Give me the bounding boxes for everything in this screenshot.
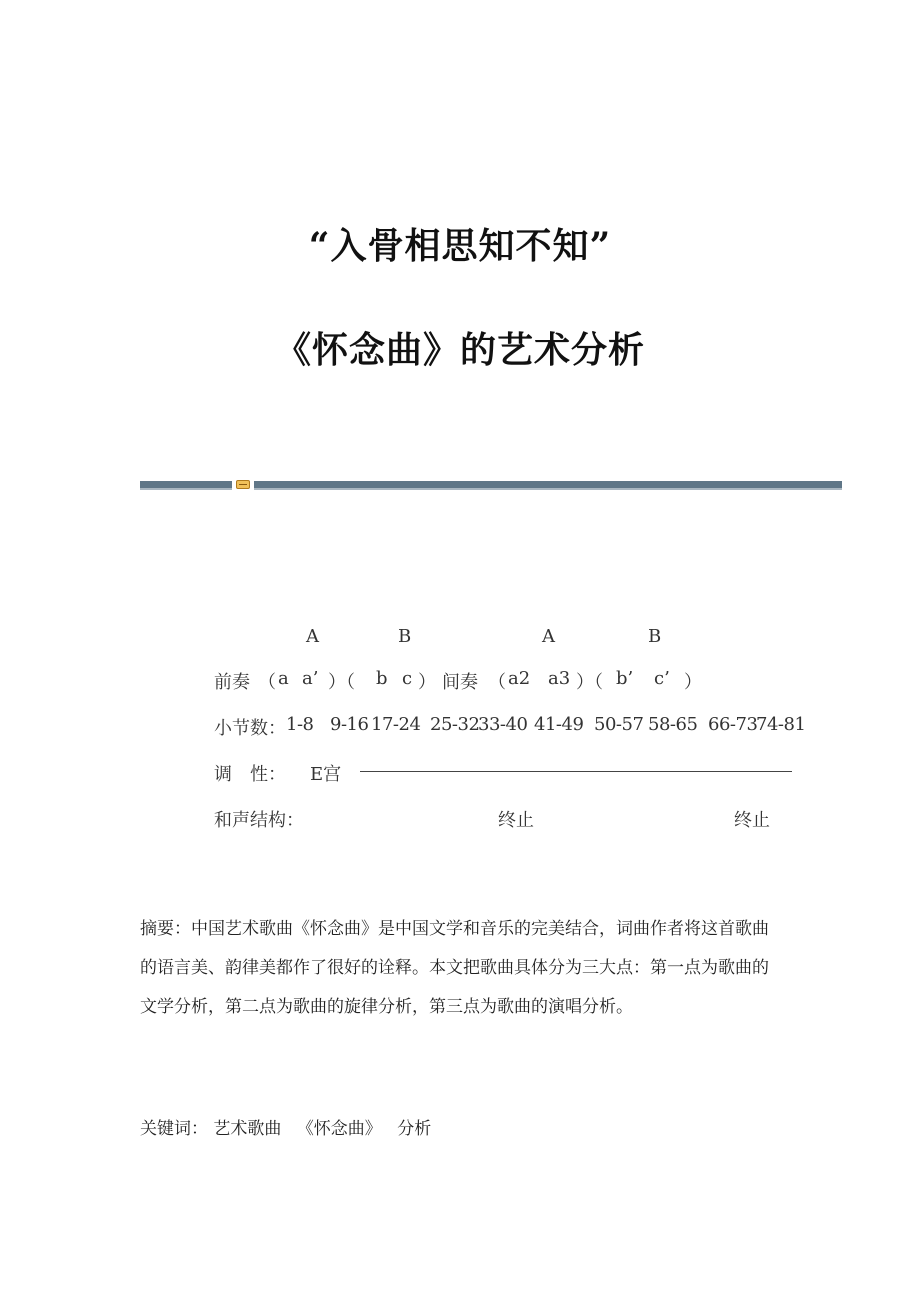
phrase-paren: ）（ bbox=[576, 672, 603, 693]
measure-range: 1-8 bbox=[286, 714, 314, 735]
abstract-paragraph bbox=[140, 910, 780, 1027]
phrase-paren: ）（ bbox=[328, 672, 355, 693]
phrase-prelude: 前奏 bbox=[214, 672, 250, 693]
abstract-label: 摘要： bbox=[140, 919, 191, 939]
section-divider bbox=[140, 480, 842, 489]
divider-emblem-icon bbox=[236, 480, 250, 489]
keyword-item: 《怀念曲》 bbox=[296, 1119, 382, 1139]
phrase-interlude: 间奏 bbox=[442, 672, 478, 693]
abstract-text: 中国艺术歌曲《怀念曲》是中国文学和音乐的完美结合，词曲作者将这首歌曲的语言美、韵律美都作了很好的诠释。本文把歌曲具体分为三大点：第一点为歌曲的文学分析，第二点为歌曲的旋律分析，第三点为歌曲的演唱分析。 bbox=[140, 919, 769, 1017]
phrase-paren: （ bbox=[488, 672, 506, 693]
phrase-paren: ） bbox=[418, 672, 436, 693]
phrase-c-prime: c’ bbox=[654, 668, 670, 689]
measure-range: 33-40 bbox=[478, 714, 528, 735]
cadence-label: 终止 bbox=[734, 810, 770, 831]
title-line-1: “入骨相思知不知” bbox=[308, 225, 612, 267]
phrase-a3: a3 bbox=[548, 668, 571, 689]
phrase-paren: （ bbox=[258, 672, 276, 693]
key-extent-line bbox=[360, 771, 792, 772]
phrase-paren: ） bbox=[684, 672, 702, 693]
harmony-label: 和声结构： bbox=[214, 810, 304, 831]
phrase-c: c bbox=[402, 668, 413, 689]
keywords-row bbox=[140, 1114, 441, 1139]
key-value: E宫 bbox=[310, 764, 342, 785]
section-label: A bbox=[306, 626, 319, 647]
measure-range: 58-65 bbox=[648, 714, 698, 735]
section-label: B bbox=[398, 626, 412, 647]
phrase-b-prime: b’ bbox=[616, 668, 634, 689]
section-label: B bbox=[648, 626, 662, 647]
key-label: 调 性： bbox=[214, 764, 286, 785]
measure-range: 50-57 bbox=[594, 714, 644, 735]
measure-range: 41-49 bbox=[534, 714, 584, 735]
keywords-label: 关键词： bbox=[140, 1119, 208, 1139]
phrase-a2: a2 bbox=[508, 668, 531, 689]
measure-range: 66-73 bbox=[708, 714, 758, 735]
title-line-2: 《怀念曲》的艺术分析 bbox=[274, 329, 645, 371]
structure-chart bbox=[214, 618, 814, 838]
measure-range: 25-32 bbox=[430, 714, 480, 735]
measures-label: 小节数： bbox=[214, 718, 286, 739]
measure-range: 9-16 bbox=[330, 714, 369, 735]
cadence-label: 终止 bbox=[498, 810, 534, 831]
phrase-a-prime: a’ bbox=[302, 668, 319, 689]
measure-range: 74-81 bbox=[756, 714, 806, 735]
keyword-item: 艺术歌曲 bbox=[213, 1119, 282, 1139]
section-label: A bbox=[542, 626, 555, 647]
phrase-a: a bbox=[278, 668, 289, 689]
measure-range: 17-24 bbox=[371, 714, 421, 735]
keyword-item: 分析 bbox=[397, 1119, 432, 1139]
phrase-b: b bbox=[376, 668, 388, 689]
